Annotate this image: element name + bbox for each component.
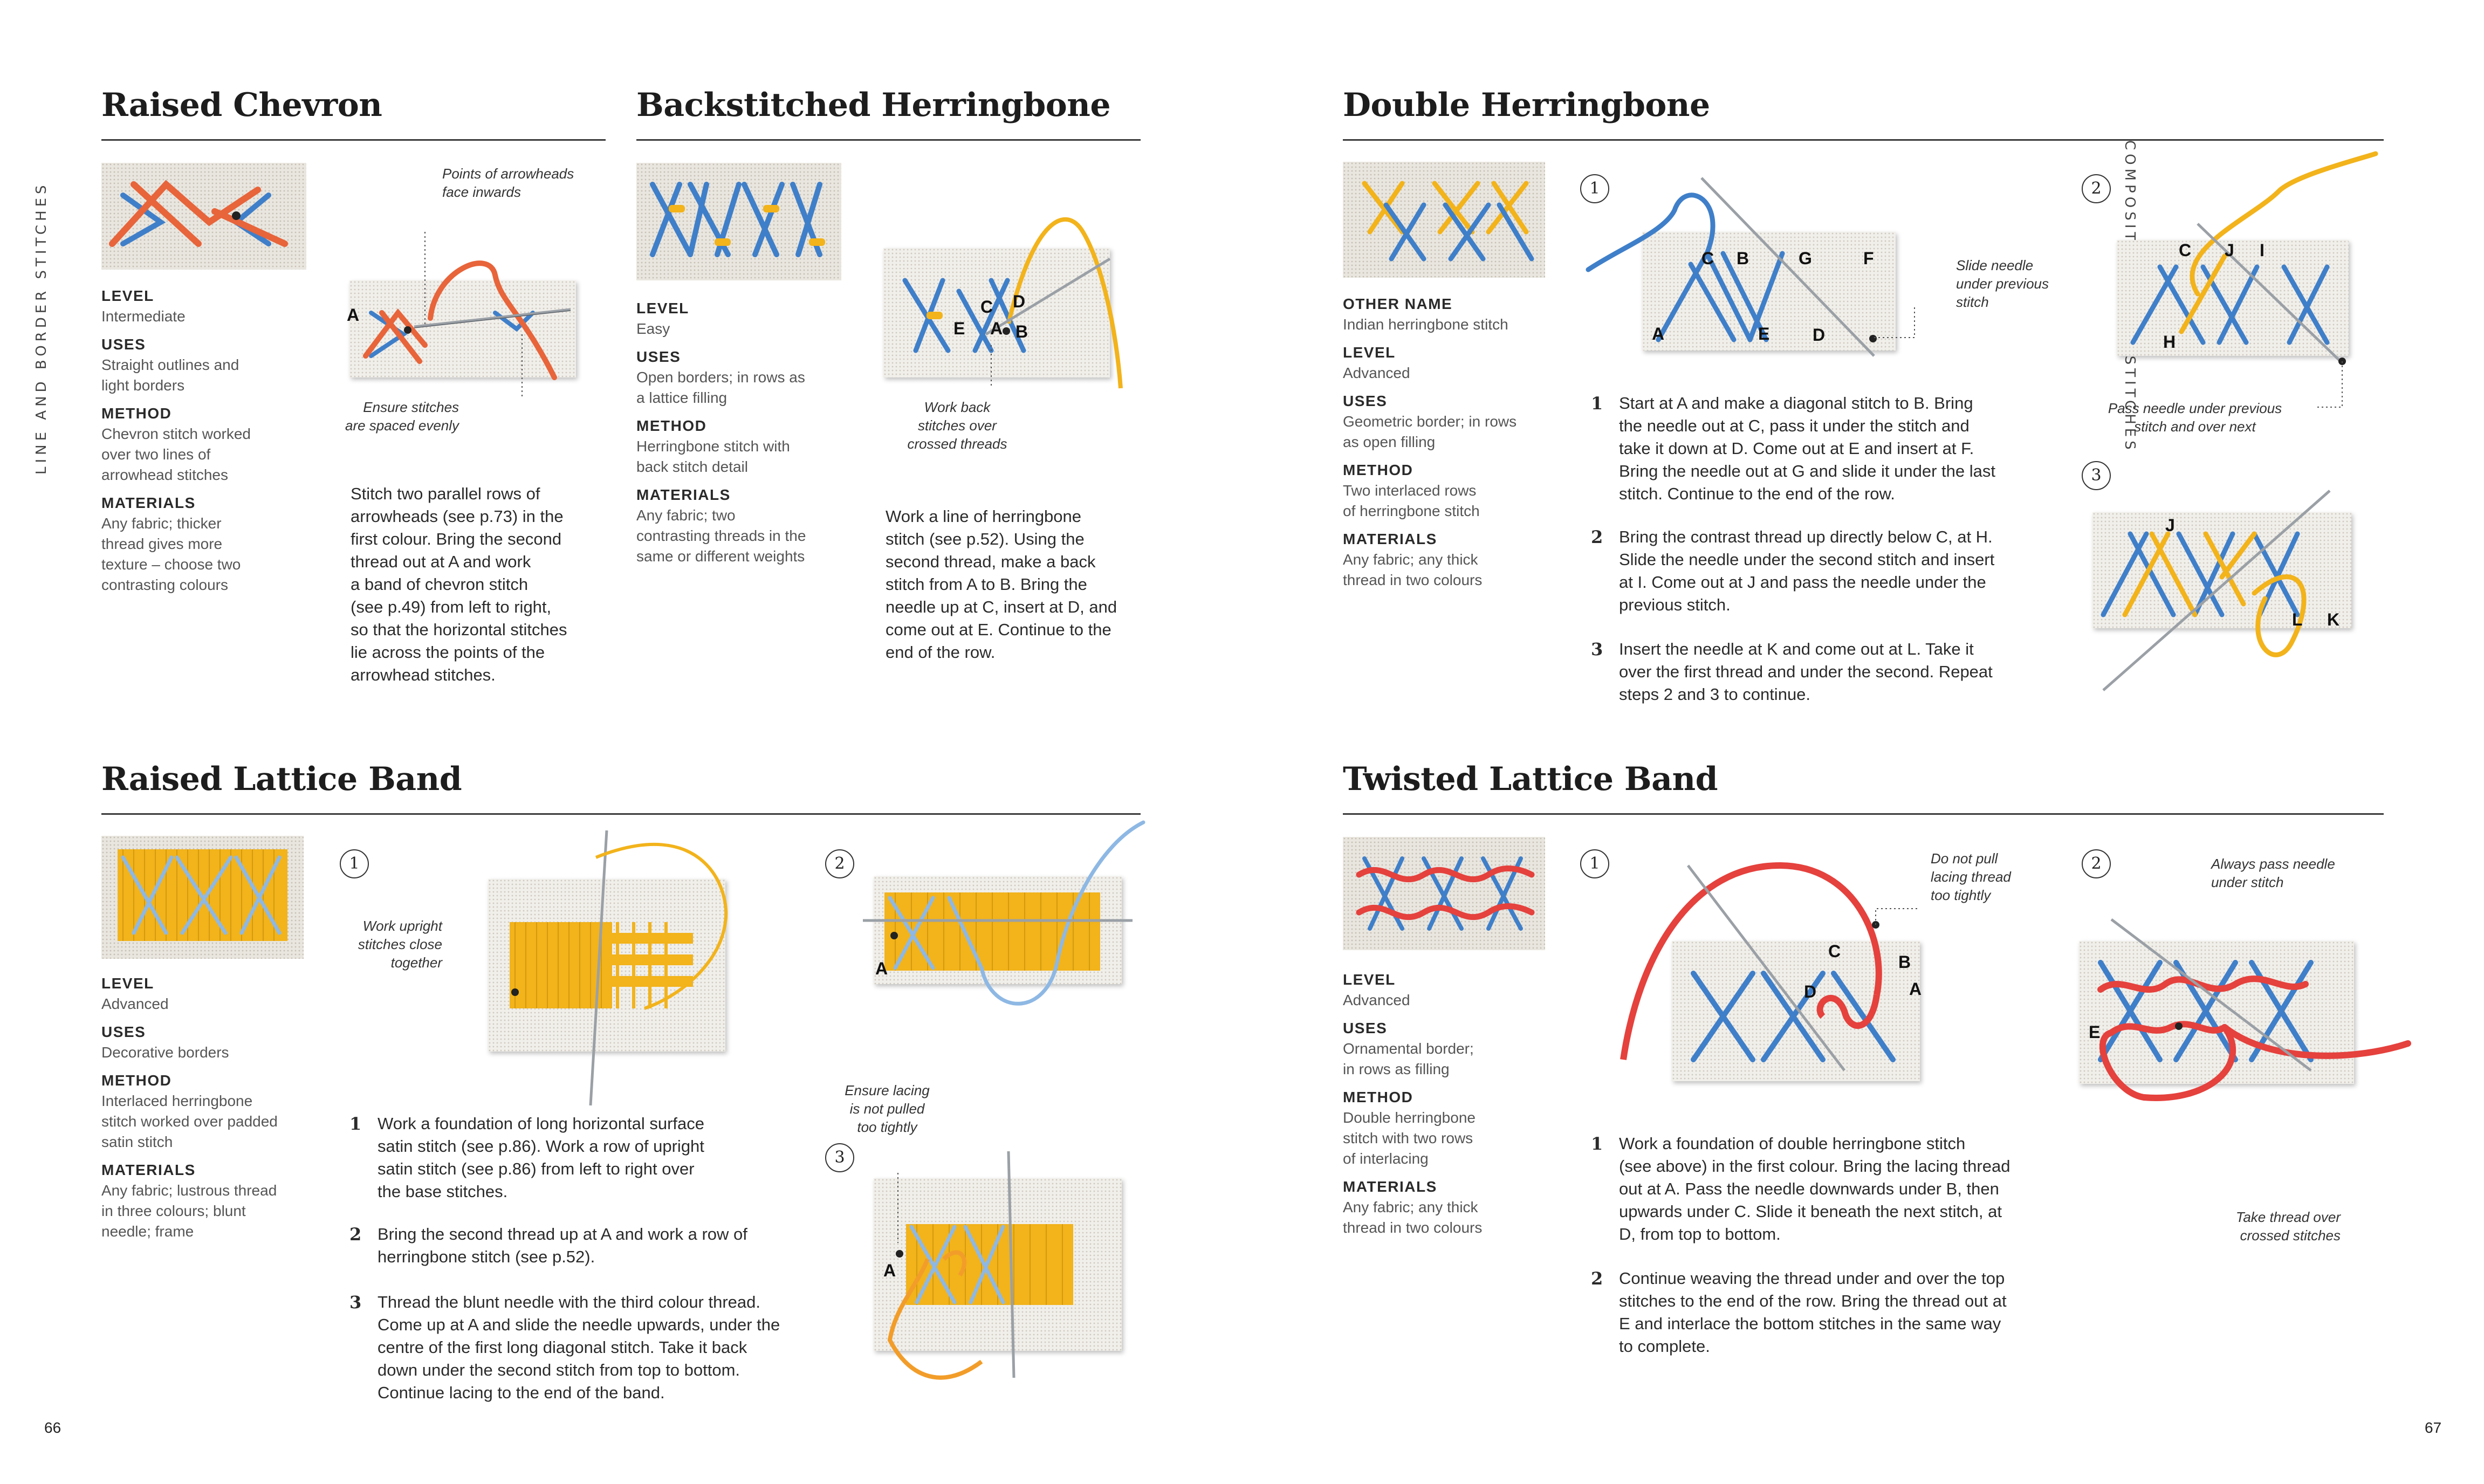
twisted-lattice-band-art-1 bbox=[1672, 941, 1920, 1081]
raised-lattice-band-caption-1: Work upright stitches close together bbox=[358, 918, 442, 971]
info-label: LEVEL bbox=[636, 300, 689, 317]
page-number-right: 67 bbox=[2425, 1419, 2442, 1436]
info-label: METHOD bbox=[636, 417, 707, 434]
letter-A: A bbox=[883, 1261, 896, 1280]
info-value: Open borders; in rows as a lattice filling bbox=[636, 369, 805, 406]
info-value: Advanced bbox=[1343, 365, 1410, 381]
page-number-left: 66 bbox=[44, 1419, 61, 1436]
twisted-lattice-band-info bbox=[1343, 970, 1559, 1238]
info-value: Any fabric; thicker thread gives more texture – choose two contrasting colours bbox=[101, 515, 241, 593]
raised-lattice-band-step-2 bbox=[349, 1223, 835, 1268]
info-value: Any fabric; lustrous thread in three colours; blunt needle; frame bbox=[101, 1182, 277, 1240]
twisted-lattice-band-caption-2a: Always pass needle under stitch bbox=[2211, 856, 2335, 890]
raised-chevron-title: Raised Chevron bbox=[101, 86, 382, 124]
info-value: Chevron stitch worked over two lines of arrowhead stitches bbox=[101, 425, 251, 483]
backstitched-herringbone-swatch bbox=[636, 163, 841, 280]
info-label: USES bbox=[636, 348, 681, 365]
double-herringbone-step-3-badge: 3 bbox=[2082, 461, 2111, 490]
info-value: Double herringbone stitch with two rows of interlacing bbox=[1343, 1109, 1476, 1167]
info-label: MATERIALS bbox=[1343, 531, 1437, 547]
double-herringbone-step-1 bbox=[1591, 392, 2076, 505]
letter-E: E bbox=[953, 319, 965, 338]
raised-chevron-swatch bbox=[101, 163, 306, 270]
double-herringbone-art-1 bbox=[1642, 232, 1896, 351]
step-number: 3 bbox=[349, 1292, 362, 1313]
raised-chevron-canvas bbox=[349, 280, 576, 377]
info-value: Herringbone stitch with back stitch detail bbox=[636, 438, 790, 475]
letter-B: B bbox=[1898, 952, 1911, 972]
step-number: 2 bbox=[1591, 527, 1603, 547]
step-number: 3 bbox=[1591, 639, 1603, 659]
step-number: 2 bbox=[349, 1224, 362, 1245]
backstitched-herringbone-art bbox=[883, 248, 1110, 377]
step-text: Start at A and make a diagonal stitch to B. Bring the needle out at C, pass it under the stitch and take it down at D. Come out at E and insert at F. Bring the needle out at G and slide it under the last stitch. Continue to the end of the row. bbox=[1619, 394, 1995, 503]
info-value: Advanced bbox=[1343, 992, 1410, 1008]
letter-F: F bbox=[1863, 249, 1874, 268]
info-label: LEVEL bbox=[1343, 344, 1396, 361]
twisted-lattice-band-step-2-badge: 2 bbox=[2082, 849, 2111, 878]
raised-lattice-band-info bbox=[101, 973, 317, 1242]
step-text: Work a foundation of double herringbone stitch (see above) in the first colour. Bring the lacing thread out at A. Pass the needle downwards under B, then upwards under C. Slide it beneath the next stitch, at D, from top to bottom. bbox=[1619, 1134, 2010, 1243]
raised-chevron-caption-bottom: Ensure stitches are spaced evenly bbox=[345, 399, 459, 434]
double-herringbone-step-2-badge: 2 bbox=[2082, 174, 2111, 203]
letter-C: C bbox=[980, 297, 993, 317]
raised-lattice-band-swatch-art bbox=[101, 836, 304, 959]
letter-A: A bbox=[990, 319, 1003, 338]
letter-E: E bbox=[2089, 1022, 2101, 1042]
info-value: Geometric border; in rows as open filling bbox=[1343, 413, 1517, 450]
double-herringbone-step-1-badge: 1 bbox=[1580, 174, 1609, 203]
step-number: 1 bbox=[1591, 393, 1603, 414]
raised-chevron-swatch-art bbox=[101, 163, 306, 270]
double-herringbone-canvas-2 bbox=[2117, 240, 2349, 356]
twisted-lattice-band-title: Twisted Lattice Band bbox=[1343, 760, 1718, 798]
info-label: METHOD bbox=[1343, 1089, 1413, 1105]
twisted-lattice-band-step-2 bbox=[1591, 1267, 2076, 1358]
raised-lattice-band-step-3 bbox=[349, 1291, 835, 1404]
double-herringbone-title: Double Herringbone bbox=[1343, 86, 1710, 124]
twisted-lattice-band-caption-1: Do not pull lacing thread too tightly bbox=[1931, 850, 2011, 903]
info-label: MATERIALS bbox=[1343, 1178, 1437, 1195]
info-value: Easy bbox=[636, 320, 670, 337]
letter-K: K bbox=[2327, 610, 2340, 629]
twisted-lattice-band-caption-2b: Take thread over crossed stitches bbox=[2235, 1209, 2341, 1243]
info-label: METHOD bbox=[101, 405, 172, 422]
step-text: Work a foundation of long horizontal surface satin stitch (see p.86). Work a row of upright satin stitch (see p.86) from left to right over the base stitches. bbox=[378, 1114, 705, 1201]
info-label: MATERIALS bbox=[101, 494, 196, 511]
backstitched-herringbone-swatch-art bbox=[636, 163, 841, 280]
raised-lattice-band-step-3-badge: 3 bbox=[825, 1143, 854, 1172]
double-herringbone-swatch bbox=[1343, 162, 1545, 278]
side-tab-left: LINE AND BORDER STITCHES bbox=[33, 181, 50, 475]
raised-lattice-band-rule bbox=[101, 813, 1141, 815]
info-label: LEVEL bbox=[1343, 971, 1396, 988]
info-value: Two interlaced rows of herringbone stitch bbox=[1343, 482, 1480, 519]
backstitched-herringbone-info bbox=[636, 298, 852, 567]
raised-lattice-band-canvas-2 bbox=[874, 876, 1122, 984]
twisted-lattice-band-swatch bbox=[1343, 837, 1545, 950]
double-herringbone-swatch-art bbox=[1343, 162, 1545, 278]
letter-B: B bbox=[1737, 249, 1749, 268]
letter-B: B bbox=[1015, 322, 1028, 341]
step-text: Bring the contrast thread up directly below C, at H. Slide the needle under the second stitch and insert at I. Come out at J and pass the needle under the previous stitch. bbox=[1619, 527, 1995, 614]
info-value: Advanced bbox=[101, 995, 169, 1012]
raised-lattice-band-canvas-3 bbox=[874, 1178, 1122, 1351]
info-label: USES bbox=[1343, 1020, 1388, 1036]
double-herringbone-caption-1: Slide needle under previous stitch bbox=[1956, 257, 2049, 310]
double-herringbone-art-2 bbox=[2117, 240, 2349, 356]
info-label: METHOD bbox=[101, 1072, 172, 1089]
raised-lattice-band-step-1-badge: 1 bbox=[340, 849, 369, 878]
raised-chevron-info bbox=[101, 286, 296, 595]
info-label: MATERIALS bbox=[636, 486, 731, 503]
info-label: USES bbox=[1343, 393, 1388, 409]
twisted-lattice-band-step-1 bbox=[1591, 1132, 2076, 1246]
twisted-lattice-band-art-2 bbox=[2079, 941, 2354, 1084]
letter-G: G bbox=[1799, 249, 1812, 268]
info-label: LEVEL bbox=[101, 287, 154, 304]
double-herringbone-art-3 bbox=[2092, 512, 2351, 628]
raised-lattice-band-title: Raised Lattice Band bbox=[101, 760, 462, 798]
letter-J: J bbox=[2225, 241, 2234, 260]
double-herringbone-step-3 bbox=[1591, 638, 2076, 706]
info-value: Any fabric; two contrasting threads in the same or different weights bbox=[636, 507, 806, 565]
step-text: Insert the needle at K and come out at L. Take it over the first thread and under the second. Repeat steps 2 and 3 to continue. bbox=[1619, 640, 1993, 704]
letter-H: H bbox=[2163, 332, 2176, 352]
backstitched-herringbone-canvas bbox=[883, 248, 1110, 377]
letter-D: D bbox=[1013, 292, 1026, 311]
step-number: 1 bbox=[1591, 1133, 1603, 1154]
letter-D: D bbox=[1813, 325, 1826, 345]
letter-C: C bbox=[1701, 249, 1714, 268]
info-value: Intermediate bbox=[101, 308, 186, 325]
step-number: 2 bbox=[1591, 1268, 1603, 1289]
step-text: Bring the second thread up at A and work a row of herringbone stitch (see p.52). bbox=[378, 1225, 747, 1266]
letter-L: L bbox=[2292, 610, 2303, 629]
info-label: USES bbox=[101, 336, 146, 353]
double-herringbone-rule bbox=[1343, 139, 2384, 141]
double-herringbone-canvas-1 bbox=[1642, 232, 1896, 351]
double-herringbone-caption-2: Pass needle under previous stitch and over next bbox=[2108, 400, 2282, 435]
twisted-lattice-band-rule bbox=[1343, 813, 2384, 815]
letter-I: I bbox=[2260, 241, 2265, 260]
twisted-lattice-band-canvas-1 bbox=[1672, 941, 1920, 1081]
raised-lattice-band-step-2-badge: 2 bbox=[825, 849, 854, 878]
twisted-lattice-band-canvas-2 bbox=[2079, 941, 2354, 1084]
raised-lattice-band-canvas-1 bbox=[488, 879, 725, 1052]
info-value: Decorative borders bbox=[101, 1044, 229, 1061]
raised-lattice-band-caption-3: Ensure lacing is not pulled too tightly bbox=[845, 1082, 930, 1135]
raised-lattice-band-art-2 bbox=[874, 876, 1122, 984]
double-herringbone-canvas-3 bbox=[2092, 512, 2351, 628]
letter-A: A bbox=[875, 959, 888, 978]
info-value: Interlaced herringbone stitch worked over padded satin stitch bbox=[101, 1093, 278, 1150]
letter-A: A bbox=[347, 305, 360, 325]
step-text: Thread the blunt needle with the third colour thread. Come up at A and slide the needle upwards, under the centre of the first long diagonal stitch. Take it back down under the second stitch from top to bottom. Continue lacing to the end of the band. bbox=[378, 1293, 780, 1402]
backstitched-herringbone-caption: Work back stitches over crossed threads bbox=[907, 399, 1007, 452]
info-value: Any fabric; any thick thread in two colours bbox=[1343, 551, 1483, 588]
letter-C: C bbox=[1828, 942, 1841, 961]
letter-C: C bbox=[2179, 241, 2192, 260]
twisted-lattice-band-swatch-art bbox=[1343, 837, 1545, 950]
raised-lattice-band-art-3 bbox=[874, 1178, 1122, 1351]
letter-D: D bbox=[1804, 982, 1817, 1001]
letter-J: J bbox=[2165, 516, 2175, 535]
backstitched-herringbone-body: Work a line of herringbone stitch (see p.52). Using the second thread, make a back stitch from A to B. Bring the needle up at C, insert at D, and come out at E. Continue to the end of the row. bbox=[886, 507, 1117, 662]
info-value: Straight outlines and light borders bbox=[101, 356, 239, 394]
raised-lattice-band-step-1 bbox=[349, 1112, 835, 1203]
raised-lattice-band-swatch bbox=[101, 836, 304, 959]
info-value: Any fabric; any thick thread in two colours bbox=[1343, 1199, 1483, 1236]
raised-chevron-body: Stitch two parallel rows of arrowheads (see p.73) in the first colour. Bring the second thread out at A and work a band of chevron stitch (see p.49) from left to right, so that the horizontal stitches lie across the points of the arrowhead stitches. bbox=[351, 484, 567, 684]
double-herringbone-step-2 bbox=[1591, 526, 2076, 616]
info-label: METHOD bbox=[1343, 462, 1413, 478]
letter-E: E bbox=[1758, 324, 1770, 343]
info-label: USES bbox=[101, 1023, 146, 1040]
step-text: Continue weaving the thread under and over the top stitches to the end of the row. Bring the thread out at E and interlace the bottom stitches in the same way to complete. bbox=[1619, 1269, 2007, 1356]
info-label: OTHER NAME bbox=[1343, 296, 1453, 312]
letter-A: A bbox=[1909, 979, 1922, 999]
backstitched-herringbone-title: Backstitched Herringbone bbox=[636, 86, 1111, 124]
raised-chevron-rule bbox=[101, 139, 606, 141]
info-label: MATERIALS bbox=[101, 1162, 196, 1178]
raised-lattice-band-art-1 bbox=[488, 879, 725, 1052]
info-value: Indian herringbone stitch bbox=[1343, 316, 1508, 333]
double-herringbone-info bbox=[1343, 294, 1559, 590]
raised-chevron-caption-top: Points of arrowheads face inwards bbox=[442, 166, 574, 200]
info-value: Ornamental border; in rows as filling bbox=[1343, 1040, 1474, 1077]
info-label: LEVEL bbox=[101, 975, 154, 992]
letter-A: A bbox=[1652, 324, 1665, 343]
twisted-lattice-band-step-1-badge: 1 bbox=[1580, 849, 1609, 878]
raised-chevron-art bbox=[349, 280, 576, 377]
step-number: 1 bbox=[349, 1114, 362, 1134]
backstitched-herringbone-rule bbox=[636, 139, 1141, 141]
